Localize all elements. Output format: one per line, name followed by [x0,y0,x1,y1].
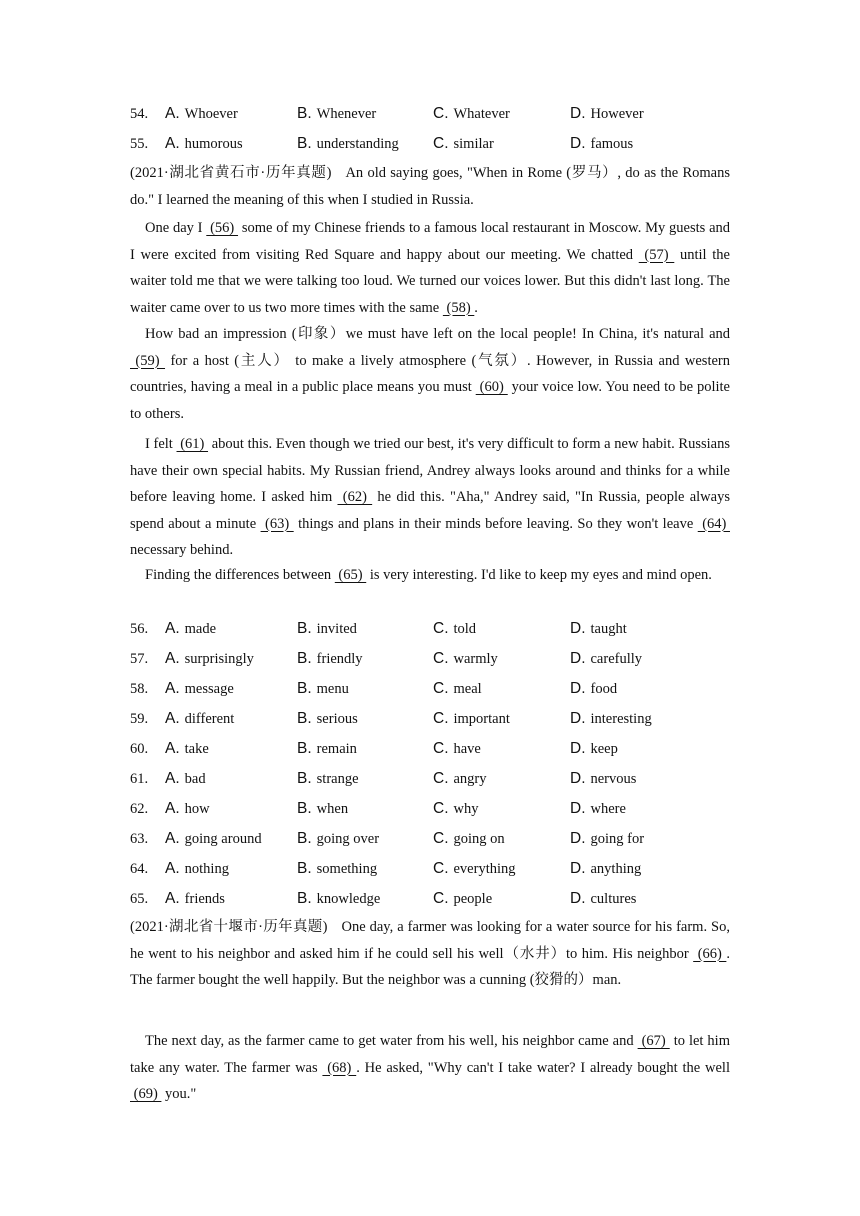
passage-text: things and plans in their minds before leaving. So they won't leave [293,515,698,532]
answer-option [570,616,627,643]
question-row [130,736,730,762]
answer-option [165,826,262,853]
answer-option [165,101,238,128]
passage-text: some of my Chinese friends to a famous local restaurant in Moscow. My guests and I were excited from visiting Red Square and happy about our meeting. We chatted [130,220,731,263]
option-text: told [453,621,477,637]
answer-option [297,706,358,733]
option-text: food [590,681,618,697]
option-text: Whenever [316,106,377,122]
question-row [130,856,730,882]
answer-blank: (56) [206,220,239,236]
option-text: why [453,801,479,817]
option-letter: C. [433,620,449,637]
option-letter: B. [297,650,312,667]
answer-blank: (59) [130,352,166,369]
answer-option [570,766,636,793]
option-text: humorous [184,136,243,152]
answer-option [433,676,482,703]
answer-option [570,796,626,823]
option-letter: B. [297,770,312,787]
question-number: 65. [130,891,149,907]
passage-text: your voice low. You need to be polite to others. [130,379,730,422]
answer-option [165,856,229,883]
passage-text: for a host (主人） to make a lively atmosphere (气氛）. However, in Russia and western countries, having a meal in a public place means you must [130,352,730,395]
option-text: bad [184,771,206,787]
answer-blank: (61) [176,436,209,452]
option-text: surprisingly [184,651,254,667]
question-row [130,101,730,127]
answer-option [297,826,379,853]
question-number: 59. [130,711,149,727]
option-letter: D. [570,650,586,667]
question-number: 62. [130,801,149,817]
passage-text: . The farmer bought the well happily. But the neighbor was a cunning (狡猾的）man. [130,945,730,988]
answer-option [165,766,206,793]
passage-text: he did this. "Aha," Andrey said, "In Russia, people always spend about a minute [130,489,730,532]
option-letter: A. [165,680,180,697]
option-text: going over [316,831,380,847]
option-letter: C. [433,710,449,727]
option-letter: A. [165,770,180,787]
question-number: 64. [130,861,149,877]
option-letter: C. [433,135,449,152]
question-row [130,766,730,792]
answer-option [165,646,254,673]
option-text: people [453,891,493,907]
passage-text: . He asked, "Why can't I take water? I already bought the well [356,1059,730,1076]
answer-blank: (60) [475,379,508,395]
question-number: 56. [130,621,149,637]
option-letter: B. [297,890,312,907]
option-letter: A. [165,710,180,727]
question-number: 60. [130,741,149,757]
answer-option [165,736,209,763]
answer-option [165,616,216,643]
passage-text: about this. Even though we tried our best, it's very difficult to form a new habit. Russians have their own special habits. My Russian friend, Andrey always looks around and thinks for a while before leaving home. I asked him [130,436,730,505]
option-text: anything [590,861,642,877]
option-letter: A. [165,135,180,152]
answer-blank: (67) [637,1033,670,1049]
answer-option [433,101,510,128]
option-letter: B. [297,135,312,152]
option-letter: B. [297,800,312,817]
option-letter: D. [570,105,586,122]
answer-option [570,886,636,913]
passage1-intro [130,160,730,213]
answer-option [297,736,357,763]
answer-option [433,766,487,793]
option-letter: C. [433,830,449,847]
answer-option [297,796,348,823]
passage-text: The next day, as the farmer came to get water from his well, his neighbor came and [145,1033,638,1049]
option-text: strange [316,771,359,787]
question-row [130,706,730,732]
answer-option [297,101,376,128]
option-text: cultures [590,891,637,907]
passage-text: until the waiter told me that we were talking too loud. We turned our voices lower. But this didn't last long. The waiter came over to us two more times with the same [130,246,730,316]
question-number: 54. [130,106,149,122]
option-letter: B. [297,740,312,757]
question-row [130,616,730,642]
option-text: knowledge [316,891,381,907]
passage-text: you." [161,1086,197,1102]
passage-text: . [474,299,478,316]
answer-option [297,616,357,643]
answer-option [570,736,618,763]
answer-blank: (64) [697,515,730,532]
option-letter: D. [570,830,586,847]
answer-option [297,856,377,883]
option-text: invited [316,621,357,637]
option-text: understanding [316,136,399,152]
option-text: Whoever [184,106,238,122]
option-letter: D. [570,740,586,757]
answer-option [165,796,210,823]
passage2-paragraph-1 [130,914,730,994]
question-row [130,826,730,852]
passage2-paragraph-2 [130,1028,730,1108]
answer-option [165,676,234,703]
answer-blank: (68) [322,1059,357,1076]
answer-option [433,796,478,823]
question-row [130,131,730,157]
option-text: menu [316,681,349,697]
passage-text: to let him take any water. The farmer was [130,1033,730,1076]
answer-option [433,856,516,883]
answer-option [433,646,498,673]
option-text: nothing [184,861,229,877]
passage-text: is very interesting. I'd like to keep my eyes and mind open. [366,567,712,583]
option-text: warmly [453,651,498,667]
option-letter: A. [165,800,180,817]
option-letter: D. [570,135,586,152]
option-text: interesting [590,711,652,727]
option-letter: B. [297,620,312,637]
passage-text: How bad an impression (印象）we must have left on the local people! In China, it's natural and [145,326,730,342]
option-text: similar [453,136,494,152]
answer-blank: (69) [130,1086,162,1102]
passage-text: One day I [145,220,207,236]
answer-option [165,886,225,913]
option-letter: D. [570,860,586,877]
option-text: important [453,711,510,727]
question-row [130,886,730,912]
option-text: carefully [590,651,643,667]
answer-option [165,131,243,158]
answer-option [570,856,641,883]
option-text: everything [453,861,516,877]
option-letter: C. [433,890,449,907]
answer-option [165,706,234,733]
answer-option [570,646,642,673]
answer-option [570,676,617,703]
option-letter: A. [165,620,180,637]
question-number: 55. [130,136,149,152]
passage1-paragraph-2 [130,215,730,321]
option-letter: D. [570,710,586,727]
passage1-paragraph-3 [130,321,730,427]
option-text: friends [184,891,225,907]
answer-blank: (58) [442,299,475,316]
answer-option [297,766,359,793]
option-letter: D. [570,770,586,787]
question-row [130,676,730,702]
option-text: remain [316,741,357,757]
answer-option [433,886,492,913]
option-text: keep [590,741,618,757]
option-text: nervous [590,771,637,787]
option-text: serious [316,711,358,727]
option-letter: A. [165,105,180,122]
option-letter: A. [165,740,180,757]
option-letter: A. [165,830,180,847]
option-text: have [453,741,481,757]
answer-blank: (63) [260,515,294,532]
option-text: going around [184,831,262,847]
passage1-opening-text: An old saying goes, "When in Rome (罗马）, do as the Romans do." I learned the meaning of this when I studied in Russia. [130,165,730,208]
option-text: friendly [316,651,363,667]
answer-option [433,826,505,853]
option-letter: C. [433,680,449,697]
option-text: made [184,621,217,637]
answer-option [297,131,399,158]
question-row [130,796,730,822]
passage-text: Finding the differences between [145,567,335,583]
option-letter: C. [433,770,449,787]
question-number: 58. [130,681,149,697]
answer-blank: (62) [337,489,373,505]
option-letter: D. [570,800,586,817]
option-letter: B. [297,710,312,727]
question-row [130,646,730,672]
answer-option [433,131,494,158]
option-text: meal [453,681,482,697]
option-text: when [316,801,349,817]
question-number: 57. [130,651,149,667]
option-letter: B. [297,830,312,847]
option-text: message [184,681,234,697]
answer-option [297,886,380,913]
answer-blank: (65) [334,567,367,583]
answer-option [433,616,476,643]
passage-text: I felt [145,436,177,452]
option-letter: B. [297,105,312,122]
option-letter: C. [433,105,449,122]
passage1-paragraph-5 [130,562,730,589]
option-text: going for [590,831,645,847]
passage-text: necessary behind. [130,542,234,558]
option-text: Whatever [453,106,510,122]
option-letter: A. [165,860,180,877]
option-letter: D. [570,680,586,697]
answer-option [570,131,633,158]
answer-blank: (66) [693,945,727,962]
answer-option [297,646,363,673]
passage-text: One day, a farmer was looking for a water source for his farm. So, he went to his neighbor and asked him if he could sell his well（水井）to him. His neighbor [130,919,730,962]
option-text: angry [453,771,487,787]
answer-option [433,706,510,733]
option-letter: D. [570,620,586,637]
option-letter: A. [165,650,180,667]
answer-option [570,826,644,853]
option-text: take [184,741,209,757]
option-text: different [184,711,235,727]
answer-option [297,676,349,703]
answer-option [570,706,652,733]
answer-option [570,101,644,128]
option-letter: C. [433,800,449,817]
option-text: famous [590,136,634,152]
option-text: However [590,106,644,122]
option-letter: B. [297,680,312,697]
passage1-source: (2021·湖北省黄石市·历年真题) [130,165,332,181]
option-letter: C. [433,650,449,667]
option-letter: B. [297,860,312,877]
option-letter: C. [433,860,449,877]
question-number: 63. [130,831,149,847]
option-text: something [316,861,378,877]
passage-source: (2021·湖北省十堰市·历年真题) [130,919,328,935]
answer-option [433,736,481,763]
option-letter: A. [165,890,180,907]
option-text: going on [453,831,505,847]
option-letter: C. [433,740,449,757]
option-text: where [590,801,626,817]
passage1-paragraph-4 [130,431,730,564]
option-text: how [184,801,210,817]
answer-blank: (57) [638,246,675,263]
option-letter: D. [570,890,586,907]
option-text: taught [590,621,627,637]
question-number: 61. [130,771,149,787]
